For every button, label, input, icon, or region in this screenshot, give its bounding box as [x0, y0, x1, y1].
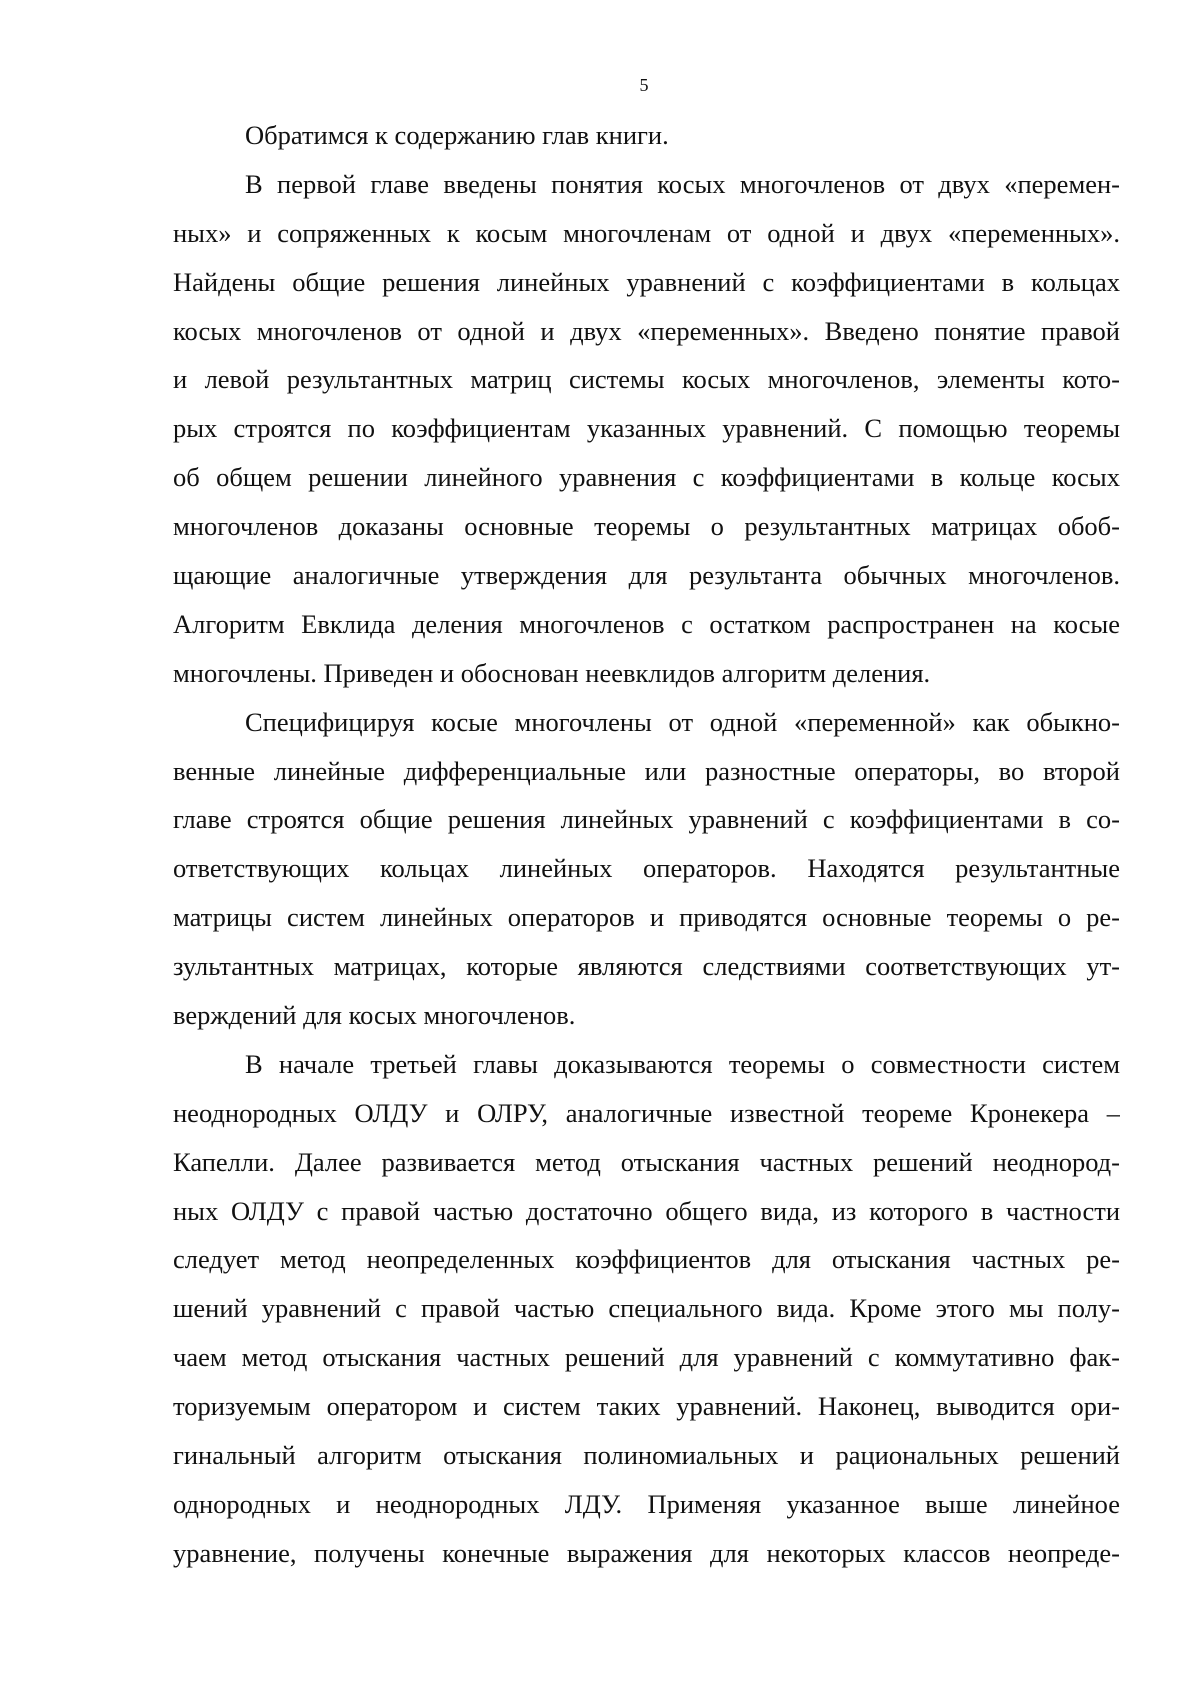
text-line: зультантных матрицах, которые являются следствиями соответствующих ут-	[173, 951, 1120, 982]
text-line: уравнение, получены конечные выражения для некоторых классов неопреде-	[173, 1537, 1120, 1568]
text-line: верждений для косых многочленов.	[173, 1000, 576, 1031]
text-line: Обратимся к содержанию глав книги.	[245, 120, 669, 150]
text-line: следует метод неопределенных коэффициентов для отыскания частных ре-	[173, 1244, 1120, 1275]
text-line: и левой результантных матриц системы косых многочленов, элементы кото-	[173, 364, 1120, 395]
text-line: Капелли. Далее развивается метод отыскания частных решений неоднород-	[173, 1146, 1120, 1177]
text-line: шений уравнений с правой частью специального вида. Кроме этого мы полу-	[173, 1293, 1120, 1324]
text-line: неоднородных ОЛДУ и ОЛРУ, аналогичные известной теореме Кронекера –	[173, 1097, 1120, 1128]
text-line: об общем решении линейного уравнения с коэффициентами в кольце косых	[173, 462, 1120, 493]
text-line: многочлены. Приведен и обоснован неевклидов алгоритм деления.	[173, 657, 931, 688]
text-line: главе строятся общие решения линейных уравнений с коэффициентами в со-	[173, 804, 1120, 835]
body-text	[173, 111, 1120, 1578]
text-line: чаем метод отыскания частных решений для уравнений с коммутативно фак-	[173, 1342, 1120, 1373]
text-line: ных ОЛДУ с правой частью достаточно общего вида, из которого в частности	[173, 1195, 1120, 1226]
text-line: венные линейные дифференциальные или разностные операторы, во второй	[173, 755, 1120, 786]
text-line: В первой главе введены понятия косых многочленов от двух «перемен-	[245, 168, 1120, 199]
text-line: гинальный алгоритм отыскания полиномиальных и рациональных решений	[173, 1440, 1120, 1471]
page-number: 5	[639, 75, 649, 95]
text-line: В начале третьей главы доказываются теоремы о совместности систем	[245, 1048, 1120, 1079]
text-line: однородных и неоднородных ЛДУ. Применяя указанное выше линейное	[173, 1488, 1120, 1519]
text-line: торизуемым оператором и систем таких уравнений. Наконец, выводится ори-	[173, 1391, 1120, 1422]
text-line: Алгоритм Евклида деления многочленов с остатком распространен на косые	[173, 608, 1120, 639]
text-line: многочленов доказаны основные теоремы о результантных матрицах обоб-	[173, 511, 1120, 542]
text-line: ных» и сопряженных к косым многочленам от одной и двух «переменных».	[173, 217, 1120, 248]
text-line: Найдены общие решения линейных уравнений с коэффициентами в кольцах	[173, 266, 1120, 297]
text-line: щающие аналогичные утверждения для результанта обычных многочленов.	[173, 560, 1120, 591]
text-line: косых многочленов от одной и двух «переменных». Введено понятие правой	[173, 315, 1120, 346]
text-line: Специфицируя косые многочлены от одной «переменной» как обыкно-	[245, 706, 1120, 737]
text-line: ответствующих кольцах линейных операторов. Находятся результантные	[173, 853, 1120, 884]
text-line: матрицы систем линейных операторов и приводятся основные теоремы о ре-	[173, 902, 1120, 933]
text-line: рых строятся по коэффициентам указанных уравнений. С помощью теоремы	[173, 413, 1120, 444]
